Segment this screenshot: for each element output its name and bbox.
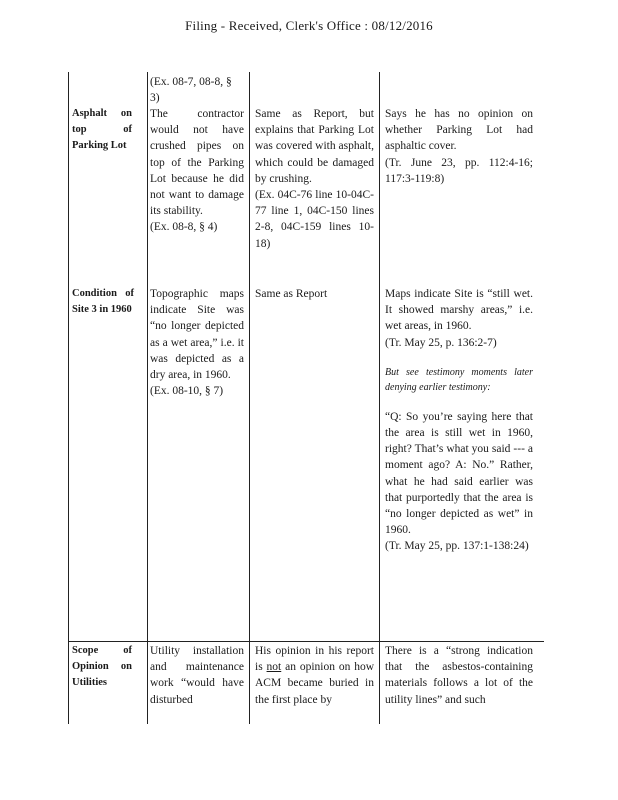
- row-utilities-col2: [255, 643, 374, 708]
- row-condition-col3-quote: “Q: So you’re saying here that the area is still wet in 1960, right? That’s what you said --- a moment ago? A: No.” Rather, what he had said earlier was that purportedly that the area is “no longer depicted as wet” in 1960.: [385, 410, 533, 537]
- row-utilities-col3-text: There is a “strong indication that the asbestos-containing materials follows a lot of the utility lines” and such: [385, 645, 533, 706]
- row-condition-col1-text: Topographic maps indicate Site was “no longer depicted as a wet area,” i.e. it was depicted as a dry area, in 1960.: [150, 288, 244, 382]
- row-utilities-col2-emphasis: not: [266, 661, 282, 674]
- row-condition-label: Condition of Site 3 in 1960: [72, 288, 134, 315]
- column-divider-2: [249, 72, 250, 724]
- row-asphalt-col2-cite: (Ex. 04C-76 line 10-04C-77 line 1, 04C-150 lines 2-8, 04C-159 lines 10-18): [255, 189, 374, 250]
- row-0-col1: [150, 74, 244, 106]
- row-asphalt-col2-text: Same as Report, but explains that Parking Lot was covered with asphalt, which could be damaged by crushing.: [255, 108, 374, 185]
- row-utilities-col3: [385, 643, 533, 708]
- row-utilities-label: Scope of Opinion on Utilities: [72, 645, 132, 688]
- row-condition-col2: [255, 286, 374, 302]
- row-asphalt-col3-cite: (Tr. June 23, pp. 112:4-16; 117:3-119:8): [385, 156, 533, 185]
- row-condition-col1: [150, 286, 244, 399]
- row-asphalt-label: Asphalt on top of Parking Lot: [72, 108, 132, 151]
- row-0-col1-cite: (Ex. 08-7, 08-8, § 3): [150, 76, 232, 105]
- filing-header: Filing - Received, Clerk's Office : 08/12/2016: [185, 18, 433, 33]
- row-divider-utilities: [68, 641, 544, 642]
- row-asphalt-col1: [150, 106, 244, 236]
- row-condition-col3-note: But see testimony moments later denying earlier testimony:: [385, 366, 533, 393]
- row-utilities-col2-text-b: an opinion on how ACM became buried in the first place by: [255, 661, 374, 706]
- row-utilities-col2-text: [255, 643, 374, 708]
- row-asphalt-col3-text: Says he has no opinion on whether Parking Lot had asphaltic cover.: [385, 108, 533, 153]
- row-asphalt-col1-cite: (Ex. 08-8, § 4): [150, 221, 218, 234]
- row-asphalt-col1-text: The contractor would not have crushed pipes on top of the Parking Lot because he did not want to damage its stability.: [150, 108, 244, 218]
- row-utilities-col2-text-a: His opinion in his report is: [255, 645, 374, 674]
- table-border-left: [68, 72, 69, 724]
- column-divider-1: [147, 72, 148, 724]
- row-condition-col1-cite: (Ex. 08-10, § 7): [150, 385, 224, 398]
- row-asphalt-col2: [255, 106, 374, 252]
- row-utilities-col1-text: Utility installation and maintenance work “would have disturbed: [150, 645, 244, 706]
- row-utilities-col1: [150, 643, 244, 708]
- row-condition-col3-cite: (Tr. May 25, p. 136:2-7): [385, 336, 497, 349]
- row-condition-col3: [385, 286, 533, 555]
- row-condition-col3-quote-cite: (Tr. May 25, pp. 137:1-138:24): [385, 540, 529, 553]
- row-condition-col3-text: Maps indicate Site is “still wet. It showed marshy areas,” i.e. wet areas, in 1960.: [385, 288, 533, 333]
- row-condition-col2-text: Same as Report: [255, 288, 328, 300]
- row-asphalt-col3: [385, 106, 533, 187]
- column-divider-3: [379, 72, 380, 724]
